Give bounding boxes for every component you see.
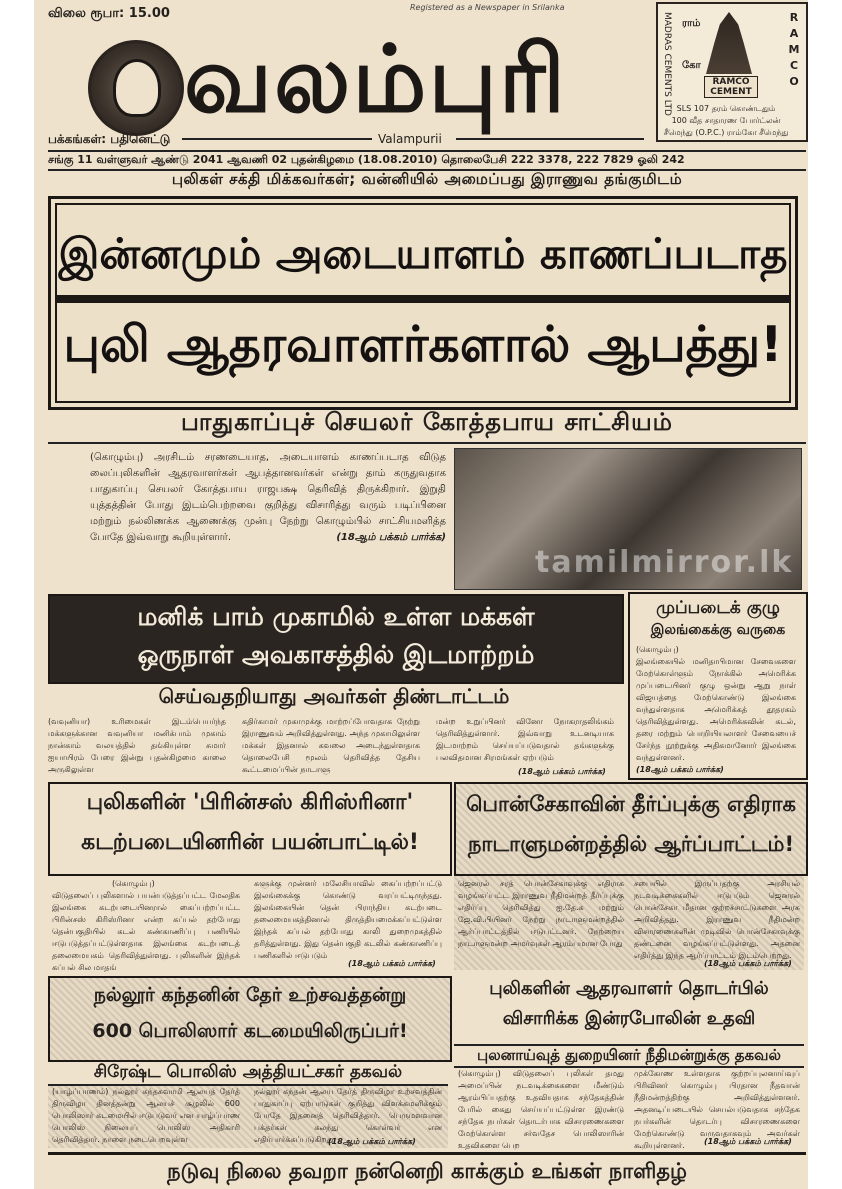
price-label: விலை ரூபா: 15.00 [48,6,170,21]
divider [182,138,372,140]
story2-col3: மன்ற உறுப்பினர் வினோ நோகராதலிங்கம் தெரிவித்துள்ளார். இவ்வாறு உடனடியாக இடமாற்றம் செய்யப்படுவதால் தங்களுக்கு பலவிதமான சிரமங்கள் ஏற்படும் [436,717,614,762]
registration-note: Registered as a Newspaper in Srilanka [410,3,565,12]
divider [57,295,789,303]
lead-headline-line2: புலி ஆதரவாளர்களால் ஆபத்து! [63,316,783,373]
story2-col1: (வவுனியா) உரிமைகள் இடம்பெயர்ந்த மக்களுக்கான வவுனியா மனிக்பாம் முகாம் நான்காம் வலயத்தில் தங்கியுள்ள சுமார் ஐயாயிரம் பேரை இன்று புதன்கிழமை காலை அருகிலுள்ள [48,717,226,774]
story4-headline-line2: நாடாளுமன்றத்தில் ஆர்ப்பாட்டம்! [467,832,795,856]
story6-col1: (கொழும்பு) விடுதலைப் புலிகள் தமது அமைப்பின் நடவடிக்கைகளை மீண்டும் ஆரம்பிப்பதற்கு உதவியதாக சந்தேகத்தின் பேரில் கைது செய்யப்பட்டுள்ள இரண்டு சந்தேக நபர்கள் தொடர்பாக விசாரணைகளை மேற்கொள்ள சர்வதேச பொலிஸாரின் உதவிகளை பெற [458,1069,624,1150]
story5-body [48,1086,448,1148]
page-count: பக்கங்கள்: பதினெட்டு [48,132,171,146]
story3-body [48,878,448,970]
ad-line: 100 வீத சாதாரண போர்ட்லன் [671,116,781,125]
story-sidebox [628,592,808,780]
ad-letter: C [789,59,799,72]
story3-headline-line2: கடற்படையினரின் பயன்பாட்டில்! [81,830,419,855]
newspaper-page [34,0,808,1189]
continued-note: (18ஆம் பக்கம் பார்க்க) [636,765,724,774]
story6-col2: முக்கோண உள்ளதாக குற்றப்புலனாய்வுப் பிரிவினர் கொழும்பு பிரதான நீதவான் நீதிமன்றத்திற்கு அறிவித்துள்ளனர். அதனடிப்படையில் செயல்படுவதாக சந்தேக நபர்களின் தொடர்பு விசாரணைகளை மேற்கொண்டு வருவதாகவும் அவர்கள் கூறியுள்ளனர். [634,1069,800,1150]
ad-letter: R [789,11,799,24]
story2-headline-line1: மனிக் பாம் முகாமில் உள்ள மக்கள் [137,602,535,631]
lead-subhead: பாதுகாப்புச் செயலர் கோத்தபாய சாட்சியம் [181,408,673,436]
ad-letter: O [789,75,799,88]
masthead-roman-title: Valampurii [378,132,442,146]
story4-headline-box [454,782,808,876]
ad-brand: RAMCO CEMENT [704,76,758,98]
lead-headline-box [48,196,798,410]
continued-note: (18ஆம் பக்கம் பார்க்க) [704,959,792,968]
story5-col1: (யாழ்ப்பாணம்) நல்லூர் கந்தசுவாமி ஆலயத் தேர்த் திருவிழா தினத்தன்று ஆலயச் சூழலில் 600 பொலிஸார் கடமையில் ஈடுபடுவர் என யாழ்ப்பாண பொலிஸ் நிலையப் பொலிஸ் அதிகாரி தெரிவித்தார். நாளை நடைபெறவுள்ள [52,1087,240,1144]
story3-col1: விடுதலைப் புலிகளால் பயன்படுத்தப்பட்ட மேலதிக இலங்கை கடற்படையினரால் கைப்பற்றப்பட்ட பிரின்சஸ் கிரிஸ்ரினா என்ற கப்பல் தற்போது தென்பகுதியில் கடல் கண்காணிப்பு பணியில் ஈடுபடுத்தப்பட்டுள்ளதாக இலங்கை கடற்படைத் தலைமையகம் தெரிவித்துள்ளது. புலிகளின் இந்தக் கப்பல் சில மாதங் [52,891,240,972]
ad-company: MADRAS CEMENTS LTD [662,12,672,116]
story3-dateline: (கொழும்பு) [112,879,155,888]
story6-headline-line1: புலிகளின் ஆதரவாளர் தொடர்பில் [489,978,769,999]
sidebox-headline-line1: முப்படைக் குழு [656,598,780,618]
ad-line: SLS 107 தரம் கொண்டதும் [676,104,776,113]
story3-headline-line1: புலிகளின் 'பிரின்சஸ் கிரிஸ்ரினா' [86,790,414,815]
lead-strapline: புலிகள் சக்தி மிக்கவர்கள்; வன்னியில் அமைப்பது இராணுவ தங்குமிடம் [171,170,683,188]
masthead-title: வலம்புரி [184,26,568,133]
continued-note: (18ஆம் பக்கம் பார்க்க) [336,532,446,543]
dateline-bar: சங்கு 11 வள்ளுவர் ஆண்டு 2041 ஆவணி 02 புதன்கிழமை (18.08.2010) தொலைபேசி 222 3378, 222 7829 ஓலி 242 [48,150,806,171]
story4-body [454,876,804,970]
story5-subhead: சிரேஷ்ட பொலிஸ் அத்தியட்சகர் தகவல் [48,1062,448,1086]
ad-tamil-ko: கோ [682,60,701,71]
story2-col2: கதிர்காமர் முகாமுக்கு மாற்றப்போவதாக நேற்று இராணுவம் அறிவித்துள்ளது. அந்த முகாமிலுள்ள மக்கள் இதனால் கவலை அடைந்துள்ளதாக தொலைபேசி மூலம் தெரிவித்த தேசிய கூட்டமைப்பின் நாடாளு [242,717,420,774]
lead-headline-line1: இன்னமும் அடையாளம் காணப்படாத [58,229,788,278]
sidebox-body-text: இலங்கையில் மனிதாபிமான சேவைகளை மேற்கொள்ளும் நோக்கில் அமெரிக்க முப்படையினர் குழு ஒன்று ஆறு நாள் விஜயத்தை மேற்கொண்டு இலங்கை வந்துள்ளதாக அமெரிக்கத் தூதரகம் தெரிவித்துள்ளது. அமெரிக்கவின் கடல், தரை மற்றும் பொறியியலாளர் சேவையைச் சேர்ந்த நூற்றுக்கு அதிகமானோர் இலங்கை வந்துள்ளனர். [636,657,796,762]
photo-watermark: tamilmirror.lk [535,545,794,580]
lead-story-body [90,450,446,546]
ad-line: சீமெந்து (O.P.C.) ராம்கோ சீமெந்து [663,128,789,137]
sidebox-body [636,644,796,776]
divider [48,442,806,444]
story4-headline-line1: பொன்சேகாவின் தீர்ப்புக்கு எதிராக [466,792,796,816]
story6-headline-line2: விசாரிக்க இன்ரபோலின் உதவி [502,1008,756,1029]
story2-headline-line2: ஒருநாள் அவகாசத்தில் இடமாற்றம் [137,640,535,669]
continued-note: (18ஆம் பக்கம் பார்க்க) [704,1137,792,1146]
story5-headline-box [48,976,452,1062]
ad-letter: M [788,43,800,56]
story2-headline-box [48,594,624,684]
continued-note: (18ஆம் பக்கம் பார்க்க) [348,959,436,968]
story4-col2: சபையில் இருப்பதற்கு அரசியல் நடவடிக்கைகளில் ஈடுபடும் ஜெனரல் பொன்சேகா மீதான குற்றச்சாட்டுகளை அரசு அறிவித்தது. இராணுவ நீதிமன்ற விசாரணைகளின் முடிவில் பொன்சேகாவுக்கு தண்டனை வழங்கப்பட்டுள்ளது. அதனை எதிர்த்து இந்த ஆர்ப்பாட்டம் இடம்பெற்றது. [634,879,800,960]
temple-tower-icon [706,12,752,74]
lead-photo [454,448,802,590]
ad-letter: A [789,27,799,40]
story5-headline-line2: 600 பொலிஸார் கடமையிலிருப்பர்! [92,1020,408,1042]
footer-slogan: நடுவு நிலை தவறா நன்னெறி காக்கும் உங்கள் நாளிதழ் [48,1152,806,1187]
sidebox-dateline: (கொழும்பு) [636,645,679,654]
cement-advertisement [656,2,808,142]
continued-note: (18ஆம் பக்கம் பார்க்க) [518,767,606,776]
story5-headline-line1: நல்லூர் கந்தனின் தேர் உற்சவத்தன்று [93,984,407,1006]
sidebox-headline-line2: இலங்கைக்கு வருகை [650,622,786,638]
lead-body-text: அரசிடம் சரணடையாத, அடையாளம் காணப்படாத விடுத லைப்புலிகளின் ஆதரவாளர்கள் ஆபத்தானவர்கள் என்று தாம் கருதுவதாக பாதுகாப்பு செயலர் கோத்தபாய ராஜபக்ஷ தெரிவித் திருக்கிறார். இறுதி யுத்தத்தின் போது இடம்பெற்றவை குறித்து விசாரித்து வரும் படிப்பினை மற்றும் நல்லிணக்க ஆணைக்கு முன்பு நேற்று கொழும்பில் சாட்சியமளித்த போதே இவ்வாறு கூறியுள்ளார். [90,452,446,543]
divider [456,138,644,140]
story3-col2: களுக்கு முன்னர் மலேசியாவில் கைப்பற்றப்பட்டு இலங்கைக்கு கொண்டு வரப்பட்டிருந்தது. இலங்கையின் தென் பிராந்திய கடற்படை தலைமையகத்தினால் திருத்தியமைக்கப்பட்டுள்ள இந்தக் கப்பல் தற்போது காலி துறைமுகத்தில் தரித்துள்ளது. இது தென்பகுதி கடலில் கண்காணிப்பு பணிகளில் ஈடுபடும் [254,879,442,960]
continued-note: (18ஆம் பக்கம் பார்க்க) [328,1137,416,1146]
ad-tamil-ram: ராம் [682,18,701,29]
conch-emblem-icon [88,40,184,136]
ad-side-letters [788,10,800,90]
story3-headline-box [48,782,452,876]
story6-headline-box [454,976,804,1038]
story5-col2: நல்லூர் கந்தன் ஆலய தேர்த் திருவிழா உற்சவத்தின் பாதுகாப்பு ஏற்பாடுகள் குறித்து விளக்கமளிக்கும் போதே இதனைத் தெரிவித்தார். பெருமளவான பக்தர்கள் கலந்து கொள்வர் என எதிர்பார்க்கப்படுகிறது. [254,1087,442,1144]
story2-subhead: செய்வதறியாது அவர்கள் திண்டாட்டம் [158,684,510,708]
story6-subhead: புலனாய்வுத் துறையினர் நீதிமன்றுக்கு தகவல் [454,1044,804,1068]
lead-dateline: (கொழும்பு) [90,452,144,463]
story6-body [454,1068,804,1148]
story4-col1: ஜெனரல் சரத் பொன்சேகாவுக்கு எதிராக வழங்கப்பட்ட இராணுவ நீதிமன்றத் தீர்ப்புக்கு எதிர்ப்பு தெரிவித்து ஐ.தே.க மற்றும் ஜே.வி.பியினர் நேற்று நாடாளுமன்றத்தில் ஆர்ப்பாட்டத்தில் ஈடுபட்டனர். நேற்றைய நாடாளுமன்ற அமர்வுகள் ஆரம்பமான போது [458,879,624,948]
